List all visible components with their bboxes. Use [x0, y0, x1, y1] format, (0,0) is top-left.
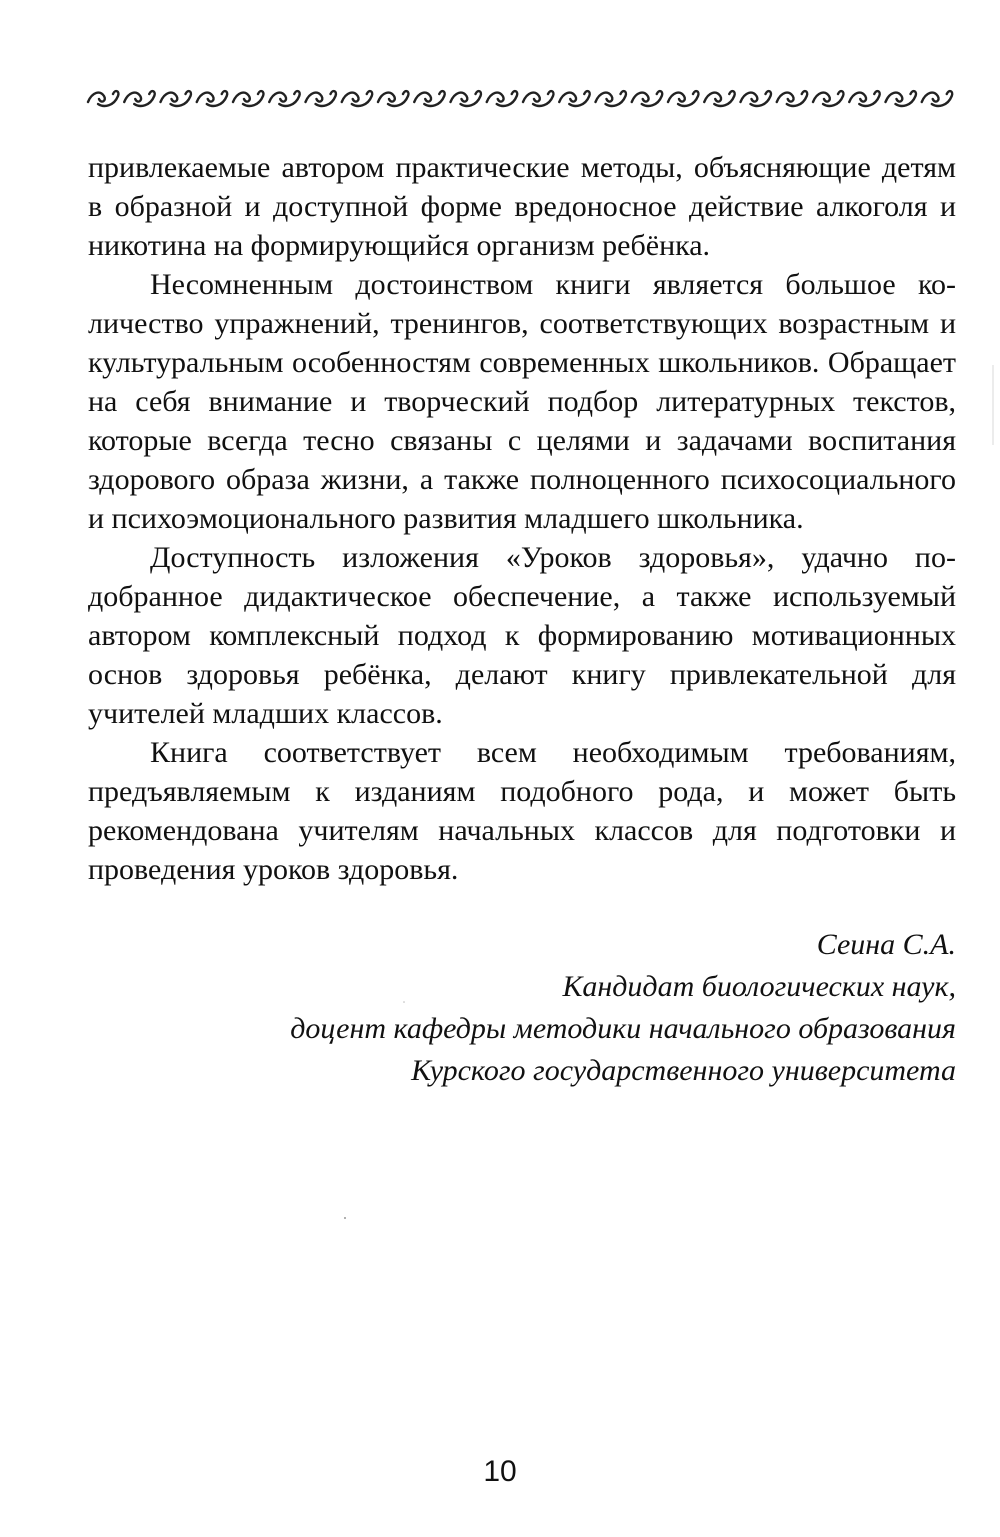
ornament-motif: [741, 91, 771, 106]
author-name: Сеина С.А.: [816, 928, 956, 961]
ornament-motif: [233, 91, 263, 106]
ornament-motif: [269, 91, 299, 106]
ornament-motif: [306, 91, 336, 106]
author-institution: Курского государственного университета: [411, 1054, 956, 1087]
ornament-motif: [704, 91, 734, 106]
ornament-motif: [88, 91, 118, 106]
ornament-motif: [813, 91, 843, 106]
ornament-motif: [414, 91, 444, 106]
ornament-motif: [124, 91, 154, 106]
author-degree: Кандидат биологических наук,: [562, 970, 956, 1003]
paragraph-4: Книга соответствует всем необходимым требованиям, предъявляемым к изданиям подобного рода, и может быть рекомендована учителям начальных классов для подготовки и проведения уроков здоровья.: [88, 736, 956, 886]
paragraph-1: привлекаемые автором практические методы, объясняющие детям в образной и доступной форме вредоносное действие алкоголя и никотина на формирующийся организм ребёнка.: [88, 151, 956, 262]
ornament-motif: [596, 91, 626, 106]
ornament-motif: [777, 91, 807, 106]
ornament-motif: [922, 91, 952, 106]
paragraph-3: Доступность изложения «Уроков здоровья», удачно подобранное дидактическое обеспечение, а также используемый автором комплексный подход к формированию мотивационных основ здоровья ребёнка, делают книгу привлекательной для учителей младших классов.: [88, 541, 956, 730]
ornament-motif: [559, 91, 589, 106]
ornament-motif: [161, 91, 191, 106]
ornament-motif: [487, 91, 517, 106]
ornament-motif: [197, 91, 227, 106]
body-text: [88, 148, 956, 889]
ornament-motif: [378, 91, 408, 106]
ornament-motif: [632, 91, 662, 106]
ornament-motif: [849, 91, 879, 106]
ornament-motif: [342, 91, 372, 106]
signature-block: [88, 924, 956, 1092]
ornament-motif: [523, 91, 553, 106]
page-number: 10: [483, 1455, 517, 1488]
ornament-motif: [451, 91, 481, 106]
ornament-motif: [668, 91, 698, 106]
author-position: доцент кафедры методики начального образования: [290, 1012, 956, 1045]
wave-scroll-ornament-icon: [86, 84, 956, 110]
ornament-motif: [886, 91, 916, 106]
paragraph-2: Несомненным достоинством книги является большое количество упражнений, тренингов, соответствующих возрастным и культуральным особенностям современных школьников. Обращает на себя внимание и творческий подбор литературных текстов, которые всегда тесно связаны с целями и задачами воспитания здорового образа жизни, а также полноценного психосоциального и психоэмоционального развития младшего школьника.: [88, 268, 956, 535]
